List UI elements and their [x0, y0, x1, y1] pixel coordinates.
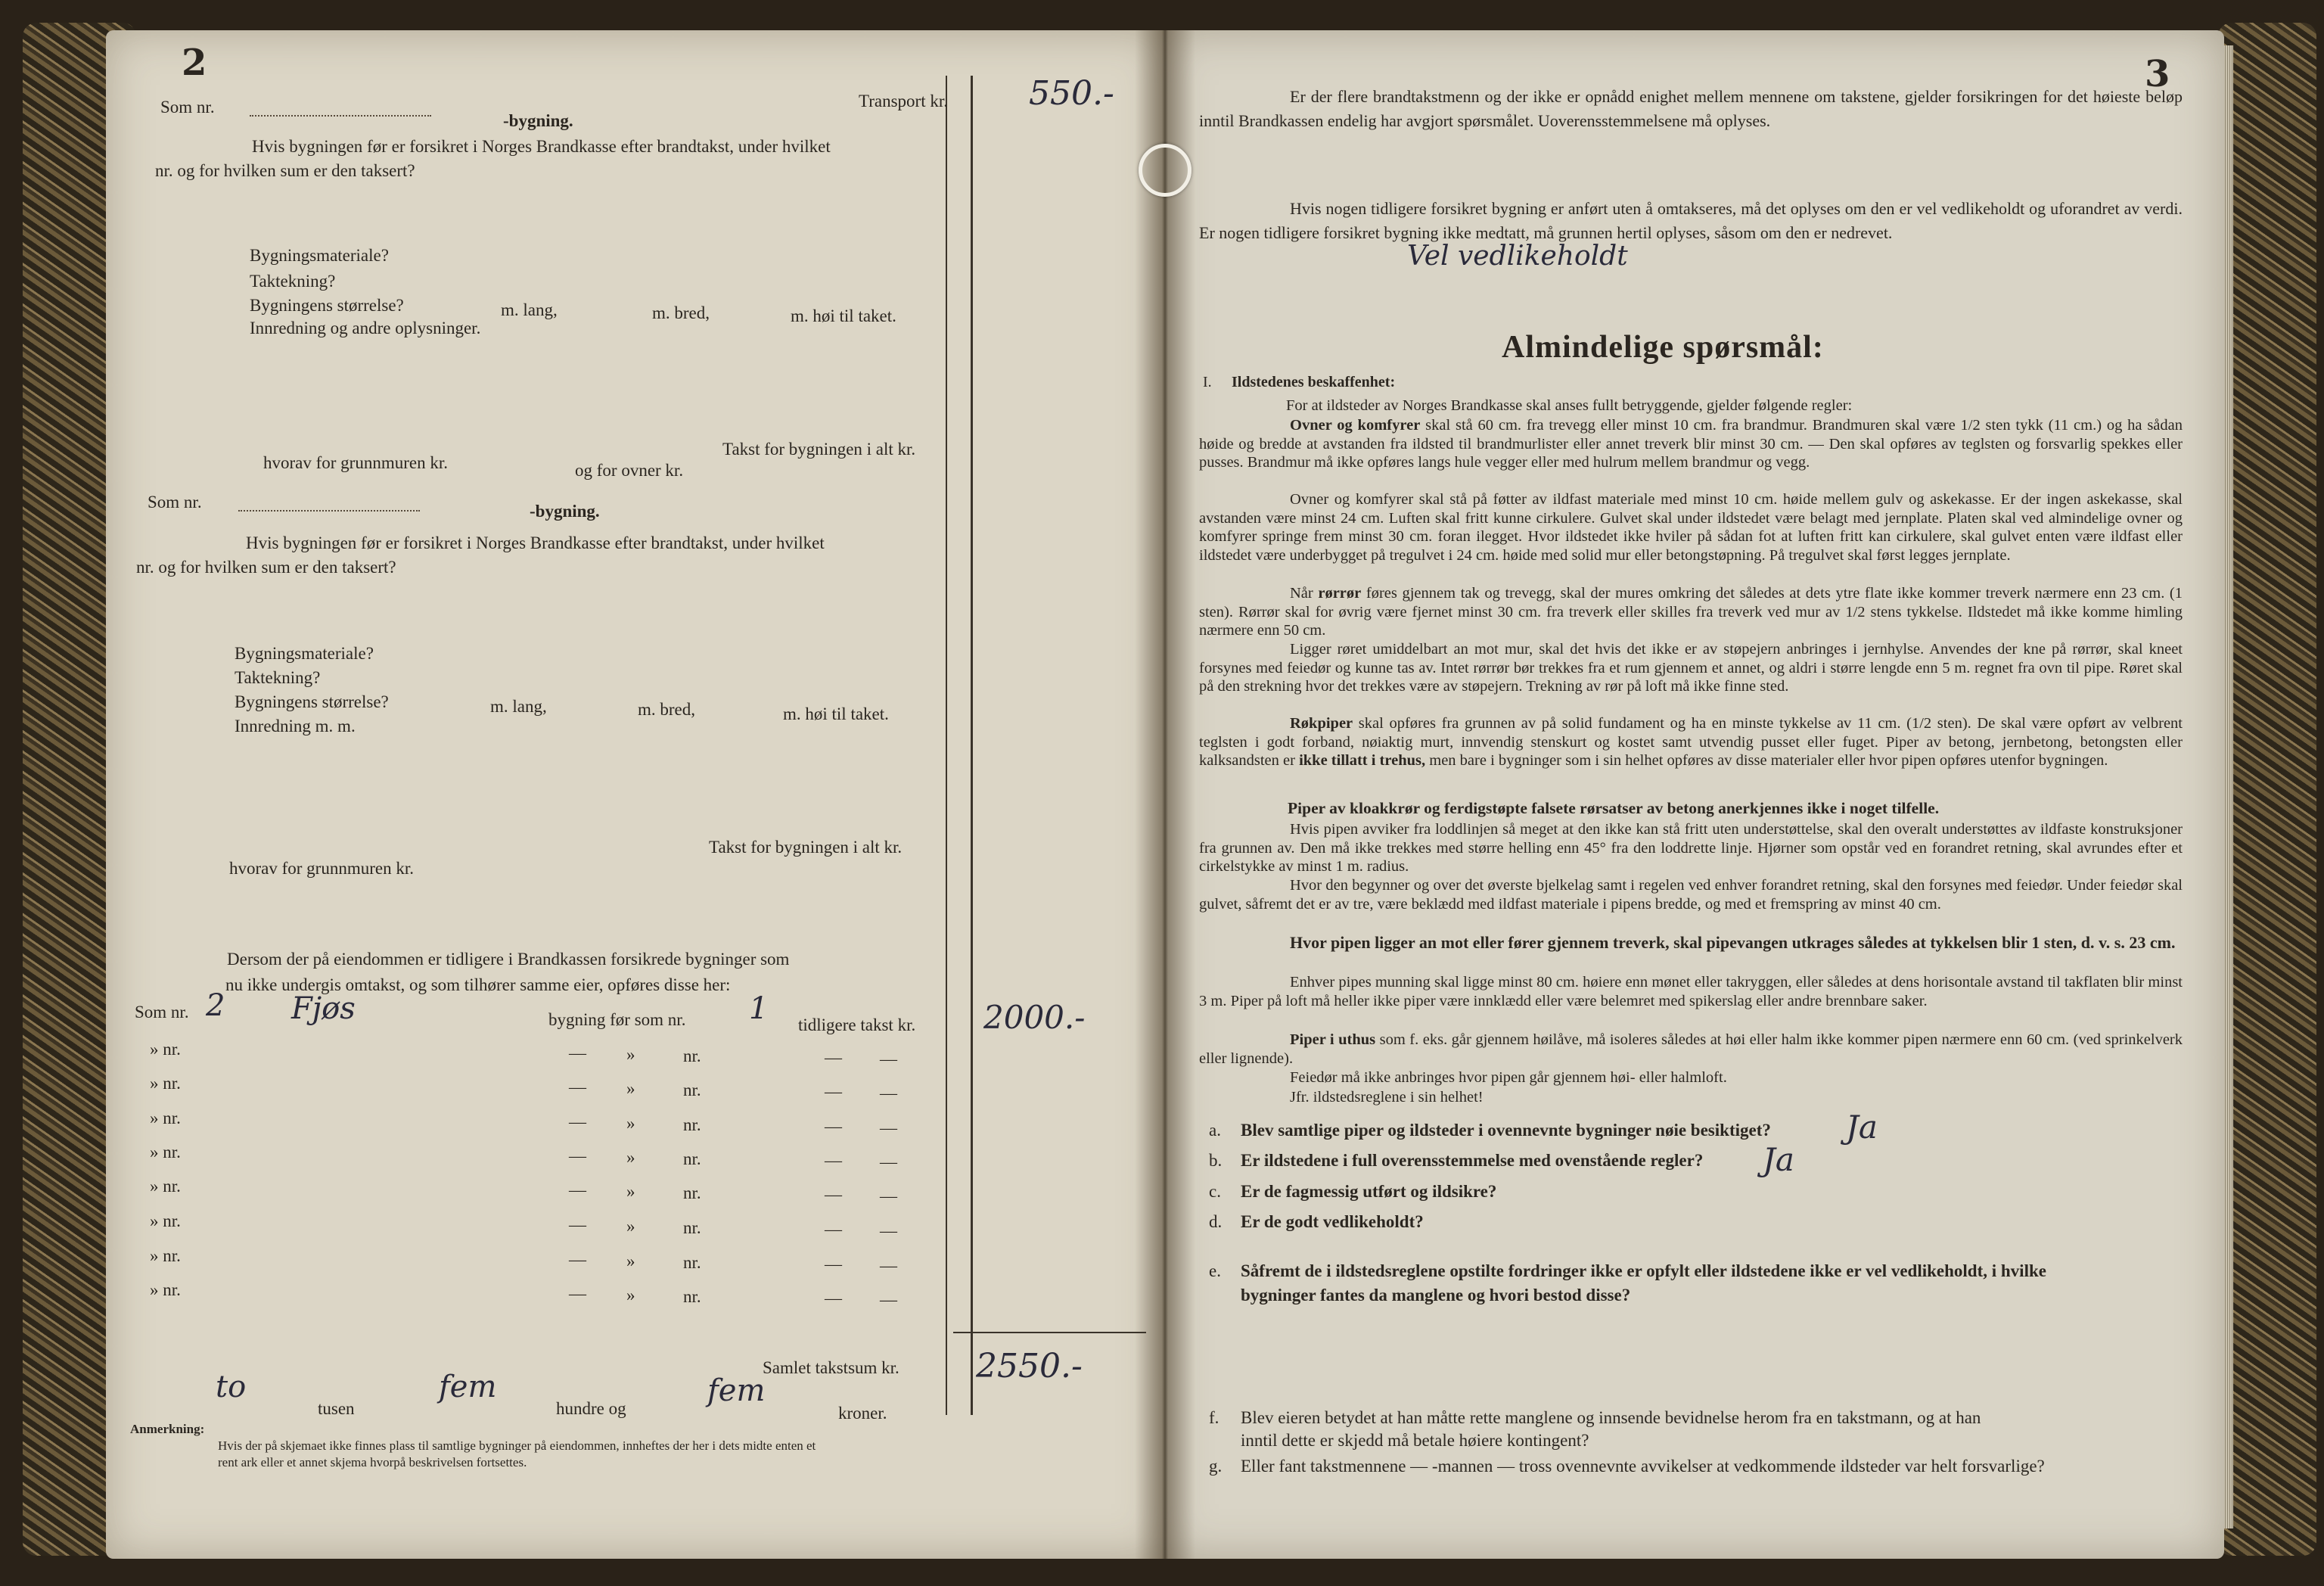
question-d-letter: d. [1209, 1212, 1223, 1231]
rule-uthus-bold: Piper i uthus [1290, 1031, 1376, 1048]
rule-rokpiper-end: men bare i bygninger som i sin helhet opføres av disse materialer eller hvor pipen opføres utenfor bygningen. [1429, 752, 2108, 769]
binding-string-ring [1139, 144, 1192, 197]
right-page [1165, 30, 2224, 1559]
b2-takst: Takst for bygningen i alt kr. [709, 838, 903, 857]
question-a-answer: Ja [1846, 1109, 1878, 1146]
row-quote: » [626, 1114, 635, 1133]
row-dash-3: — [880, 1118, 897, 1137]
rule-rokpiper-text: skal opføres fra grunnen av på solid fundament og ha en minste tykkelse av 11 cm. (1/2 sten). De skal være opført av velbrent teglsten i godt forband, nøiaktig murt, innvendig stenskurt og kostet samt utvendig pusset eller fuget. Piper av betong, jernbetong, betongsten eller kalksandsten er [1199, 715, 2183, 769]
row-dash: — [569, 1043, 586, 1062]
question-g-line1: Eller fant takstmennene — -mannen — tross ovennevnte avvikelser at vedkommende ildsteder var helt forsvarlige? [1241, 1457, 2045, 1476]
rule-ovner-bold: Ovner og komfyrer [1290, 417, 1421, 434]
rule-hvis-pipen: Hvis pipen avviker fra loddlinjen så meget at den ikke kan stå fritt uten understøttelse, skal den overalt understøttes av ildfaste konstruksjoner fra grunnen av. Den må ikke trekkes med større helling enn 45° fra den loddrette linje. Hjørner som opstår ved en forandret retning, skal avrundes efter et cirkelstykke av minst 1 m. radius. [1199, 821, 2183, 875]
b1-hvorav: hvorav for grunnmuren kr. [263, 453, 448, 472]
anmerkning-line1: Hvis der på skjemaet ikke finnes plass til samtlige bygninger på eiendommen, innheftes der her i dets midte enten et [218, 1438, 816, 1453]
question-b-answer: Ja [1763, 1141, 1794, 1178]
book-gutter [1135, 30, 1195, 1559]
b1-hvis-line2: nr. og for hvilken sum er den taksert? [155, 161, 415, 180]
rule-roret: Ligger røret umiddelbart an mot mur, skal det hvis det ikke er av støpejern anbringes i jernhylse. Anvendes der kne på rørrør, skal kneet forsynes med feiedør og kunne tas av. Intet rørrør bør trekkes fra et rum gjennem et annet, og aldri i større lengde enn 5 m. regnet fra ovn til pipe. Røret skal på den strekning hvor det trekkes være av støpejern. Trekning av rør på loft må ikke finne sted. [1199, 641, 2183, 695]
row-nr: nr. [683, 1253, 701, 1272]
row-nr: nr. [683, 1081, 701, 1099]
dersom-line2: nu ikke undergis omtakst, og som tilhører samme eier, opføres disse her: [225, 975, 731, 994]
b1-takst: Takst for bygningen i alt kr. [722, 440, 916, 459]
row-quote: » [626, 1045, 635, 1064]
row-label: » nr. [150, 1074, 181, 1093]
page-number-right: 3 [2145, 53, 2170, 95]
rules-intro: For at ildsteder av Norges Brandkasse skal anses fullt betryggende, gjelder følgende regler: [1286, 397, 1853, 414]
row-dash-3: — [880, 1221, 897, 1240]
b1-som-nr: Som nr. [160, 98, 215, 117]
row-nr: nr. [683, 1218, 701, 1237]
rule-ovner [1199, 416, 2183, 472]
row-dash-2: — [825, 1151, 842, 1170]
section-number: I. [1203, 374, 1212, 390]
prior-prev-nr-hand: 1 [749, 991, 769, 1026]
question-d-text: Er de godt vedlikeholdt? [1241, 1212, 1424, 1231]
question-g-letter: g. [1209, 1457, 1223, 1476]
row-nr: nr. [683, 1046, 701, 1065]
row-label: » nr. [150, 1177, 181, 1196]
b2-lang: m. lang, [490, 697, 547, 716]
row-label: » nr. [150, 1109, 181, 1127]
b2-bred: m. bred, [638, 700, 696, 719]
b1-bygning: -bygning. [503, 111, 573, 130]
row-quote: » [626, 1182, 635, 1201]
b1-bred: m. bred, [652, 303, 710, 322]
row-dash-2: — [825, 1255, 842, 1273]
b2-bygning: -bygning. [530, 502, 600, 521]
dersom-line1: Dersom der på eiendommen er tidligere i Brandkassen forsikrede bygninger som [227, 950, 790, 969]
b2-hvorav: hvorav for grunnmuren kr. [229, 859, 414, 878]
column-divider [971, 76, 973, 1415]
b1-ovner: og for ovner kr. [575, 461, 684, 480]
row-quote: » [626, 1217, 635, 1236]
tusen-label: tusen [318, 1399, 355, 1418]
row-dash: — [569, 1284, 586, 1303]
b1-innredning: Innredning og andre oplysninger. [250, 319, 481, 337]
anmerkning-line2: rent ark eller et annet skjema hvorpå beskrivelsen fortsettes. [218, 1455, 527, 1469]
transport-label: Transport kr. [859, 92, 948, 110]
hundre-hand: fem [439, 1370, 497, 1404]
rule-uthus [1199, 1031, 2183, 1068]
row-dash: — [569, 1112, 586, 1131]
question-e-line1: Såfremt de i ildstedsreglene opstilte fordringer ikke er opfylt eller ildstedene ikke er vel vedlikeholdt, i hvilke [1241, 1261, 2046, 1280]
prior-nr-hand: 2 [206, 988, 225, 1023]
b2-hoi: m. høi til taket. [783, 704, 889, 723]
b2-som-nr: Som nr. [148, 493, 202, 512]
question-a-text: Blev samtlige piper og ildsteder i ovennevnte bygninger nøie besiktiget? [1241, 1121, 1771, 1140]
row-dash-3: — [880, 1186, 897, 1205]
b2-hvis-line1: Hvis bygningen før er forsikret i Norges Brandkasse efter brandtakst, under hvilket [246, 533, 825, 552]
prior-name-hand: Fjøs [291, 991, 356, 1026]
samlet-amount: 2550.- [976, 1347, 1083, 1385]
row-dash: — [569, 1215, 586, 1234]
row-dash: — [569, 1180, 586, 1199]
section-heading: Almindelige spørsmål: [1502, 330, 1824, 365]
b2-size: Bygningens størrelse? [235, 692, 389, 711]
b1-material: Bygningsmateriale? [250, 246, 389, 265]
b2-hvis-line2: nr. og for hvilken sum er den taksert? [136, 558, 396, 577]
row-nr: nr. [683, 1115, 701, 1134]
row-label: » nr. [150, 1280, 181, 1299]
rule-ovner-2: Ovner og komfyrer skal stå på føtter av ildfast materiale med minst 10 cm. høide mellem gulv og askekasse. Er der ingen askekasse, skal avstanden være minst 24 cm. Luften skal fritt kunne cirkulere. Gulvet skal under ildstedet være belagt med jernplate. Platen skal ved almindelige ovner og komfyrer springe frem minst 30 cm. foran ilegget. Hvor ildstedet ikke hviler på sådan fot at luften fritt kan cirkulere, skal gulvet enten være ildfast eller ildstedet være underbygget på tregulvet i 24 cm. høide med solid mur eller betongstøpning. På tregulvet skal først legges jernplate. [1199, 491, 2183, 564]
b1-hoi: m. høi til taket. [791, 306, 896, 325]
b1-tak: Taktekning? [250, 272, 336, 291]
samlet-label: Samlet takstsum kr. [763, 1358, 899, 1377]
b2-material: Bygningsmateriale? [235, 644, 374, 663]
question-e-letter: e. [1209, 1261, 1221, 1280]
rule-rokpiper [1199, 714, 2183, 770]
b2-nr-line [238, 508, 420, 512]
rule-treverk: Hvor pipen ligger an mot eller fører gjennem treverk, skal pipevangen utkrages således at tykkelsen blir 1 sten, d. v. s. 23 cm. [1290, 933, 2176, 952]
rule-feiedor: Feiedør må ikke anbringes hvor pipen går gjennem høi- eller halmloft. [1290, 1069, 1727, 1086]
rule-hvor-pipen: Hvor den begynner og over det øverste bjelkelag samt i regelen ved enhver forandret retning, skal den forsynes med feiedør. Under feiedør skal gulvet, såfremt det er av tre, være beklædd med ildfast materiale i pipens bredde, og med et fremspring av minst 40 cm. [1199, 877, 2183, 913]
b1-size: Bygningens størrelse? [250, 296, 404, 315]
row-dash-3: — [880, 1084, 897, 1102]
prior-tidligere: tidligere takst kr. [798, 1015, 916, 1034]
tusen-hand: to [216, 1370, 247, 1404]
rule-jfr: Jfr. ildstedsreglene i sin helhet! [1290, 1089, 1484, 1106]
intro-paragraph-2: Hvis nogen tidligere forsikret bygning er anført uten å omtakseres, må det oplyses om den er vel vedlikeholdt og uforandret av verdi. Er nogen tidligere forsikret bygning ikke medtatt, må grunnen hertil oplyses, såsom om den er nedrevet. [1199, 199, 2183, 242]
row-dash-2: — [825, 1117, 842, 1136]
intro2-handwritten: Vel vedlikeholdt [1407, 241, 1628, 272]
row-quote: » [626, 1079, 635, 1098]
b1-lang: m. lang, [501, 300, 558, 319]
row-nr: nr. [683, 1287, 701, 1306]
b2-innredning: Innredning m. m. [235, 717, 356, 735]
kroner-hand: fem [707, 1373, 766, 1408]
row-dash-2: — [825, 1082, 842, 1101]
row-quote: » [626, 1148, 635, 1167]
b1-nr-line [250, 114, 431, 117]
sum-rule [953, 1332, 1146, 1333]
anmerkning-label: Anmerkning: [130, 1422, 205, 1436]
row-label: » nr. [150, 1040, 181, 1059]
intro-paragraph-1: Er der flere brandtakstmenn og der ikke er opnådd enighet mellem mennene om takstene, gjelder forsikringen for det høieste beløp inntil Brandkassen endelig har avgjort spørsmålet. Uoverensstemmelsene må oplyses. [1199, 87, 2183, 130]
row-label: » nr. [150, 1211, 181, 1230]
section-title: Ildstedenes beskaffenhet: [1232, 374, 1396, 390]
row-nr: nr. [683, 1149, 701, 1168]
rule-rorror [1199, 584, 2183, 640]
rule-rokpiper-bold2: ikke tillatt i trehus, [1299, 752, 1426, 769]
rule-munning: Enhver pipes munning skal ligge minst 80 cm. høiere enn mønet eller takryggen, eller således at dens horisontale avstand til takflaten blir minst 3 m. Piper på loft må heller ikke piper være innklædd eller være belemret med spikerslag eller andre brennbare saker. [1199, 974, 2183, 1009]
row-dash-2: — [825, 1048, 842, 1067]
question-b-text: Er ildstedene i full overensstemmelse med ovenstående regler? [1241, 1151, 1704, 1170]
question-a-letter: a. [1209, 1121, 1221, 1140]
b2-tak: Taktekning? [235, 668, 321, 687]
rule-uthus-text: som f. eks. går gjennem høilåve, må isoleres således at høi eller halm ikke kommer pipen nærmere enn 60 cm. (ved sprinkelverk eller lignende). [1199, 1031, 2183, 1067]
page-number-left: 2 [182, 42, 207, 84]
row-nr: nr. [683, 1183, 701, 1202]
question-f-letter: f. [1209, 1408, 1219, 1427]
row-quote: » [626, 1252, 635, 1270]
row-dash-3: — [880, 1152, 897, 1171]
kroner-label: kroner. [838, 1404, 887, 1423]
prior-amount-hand: 2000.- [983, 999, 1086, 1036]
rule-rokpiper-bold: Røkpiper [1290, 715, 1353, 732]
question-e-line2: bygninger fantes da manglene og hvori bestod disse? [1241, 1286, 1631, 1305]
row-dash-3: — [880, 1290, 897, 1309]
rule-rorror-text: føres gjennem tak og trevegg, skal der mures omkring det således at dets ytre flate ikke kommer treverk nærmere enn 23 cm. (1 sten). Rørrør skal for øvrig være fjernet minst 30 cm. fra treverk eller skilles fra treverk ved mur av 1/2 stens tykkelse. Ildstedet må ikke komme himling nærmere enn 50 cm. [1199, 585, 2183, 639]
hundre-label: hundre og [556, 1399, 626, 1418]
row-dash-3: — [880, 1256, 897, 1275]
prior-bygning-for: bygning før som nr. [548, 1010, 686, 1029]
row-dash-2: — [825, 1185, 842, 1204]
rule-ovner-text: skal stå 60 cm. fra trevegg eller minst 10 cm. fra brandmur. Brandmuren skal være 1/2 sten tykk (11 cm.) og ha sådan høide og bredde at avstanden fra ildsted til brandmurlister eller annet treverk blir minst 30 cm. — Den skal opføres av teglsten og forsvarlig spekkes eller pusses. Brandmur må ikke opføres langs hule vegger eller med hulrum mellem brandmur og vegg. [1199, 417, 2183, 471]
question-c-text: Er de fagmessig utført og ildsikre? [1241, 1182, 1497, 1201]
row-dash: — [569, 1146, 586, 1165]
row-dash-2: — [825, 1220, 842, 1239]
question-f-line1: Blev eieren betydet at han måtte rette manglene og innsende bevidnelse herom fra en takstmann, og at han [1241, 1408, 1981, 1427]
question-f-line2: inntil dette er skjedd må betale høiere kontingent? [1241, 1431, 1589, 1450]
rule-kloakk: Piper av kloakkrør og ferdigstøpte falsete rørsatser av betong anerkjennes ikke i noget tilfelle. [1288, 799, 1940, 817]
transport-amount: 550.- [1029, 74, 1114, 113]
prior-som-nr: Som nr. [135, 1003, 189, 1022]
row-dash: — [569, 1250, 586, 1269]
rule-rorror-bold: rørrør [1318, 585, 1362, 602]
question-c-letter: c. [1209, 1182, 1221, 1201]
row-dash-2: — [825, 1289, 842, 1308]
row-dash: — [569, 1078, 586, 1096]
question-b-letter: b. [1209, 1151, 1223, 1170]
b1-hvis-line1: Hvis bygningen før er forsikret i Norges Brandkasse efter brandtakst, under hvilket [252, 137, 831, 156]
rule-rorror-pre: Når [1290, 585, 1313, 602]
row-label: » nr. [150, 1143, 181, 1162]
column-divider-inner [946, 76, 947, 1415]
row-quote: » [626, 1286, 635, 1305]
row-dash-3: — [880, 1050, 897, 1068]
row-label: » nr. [150, 1246, 181, 1265]
